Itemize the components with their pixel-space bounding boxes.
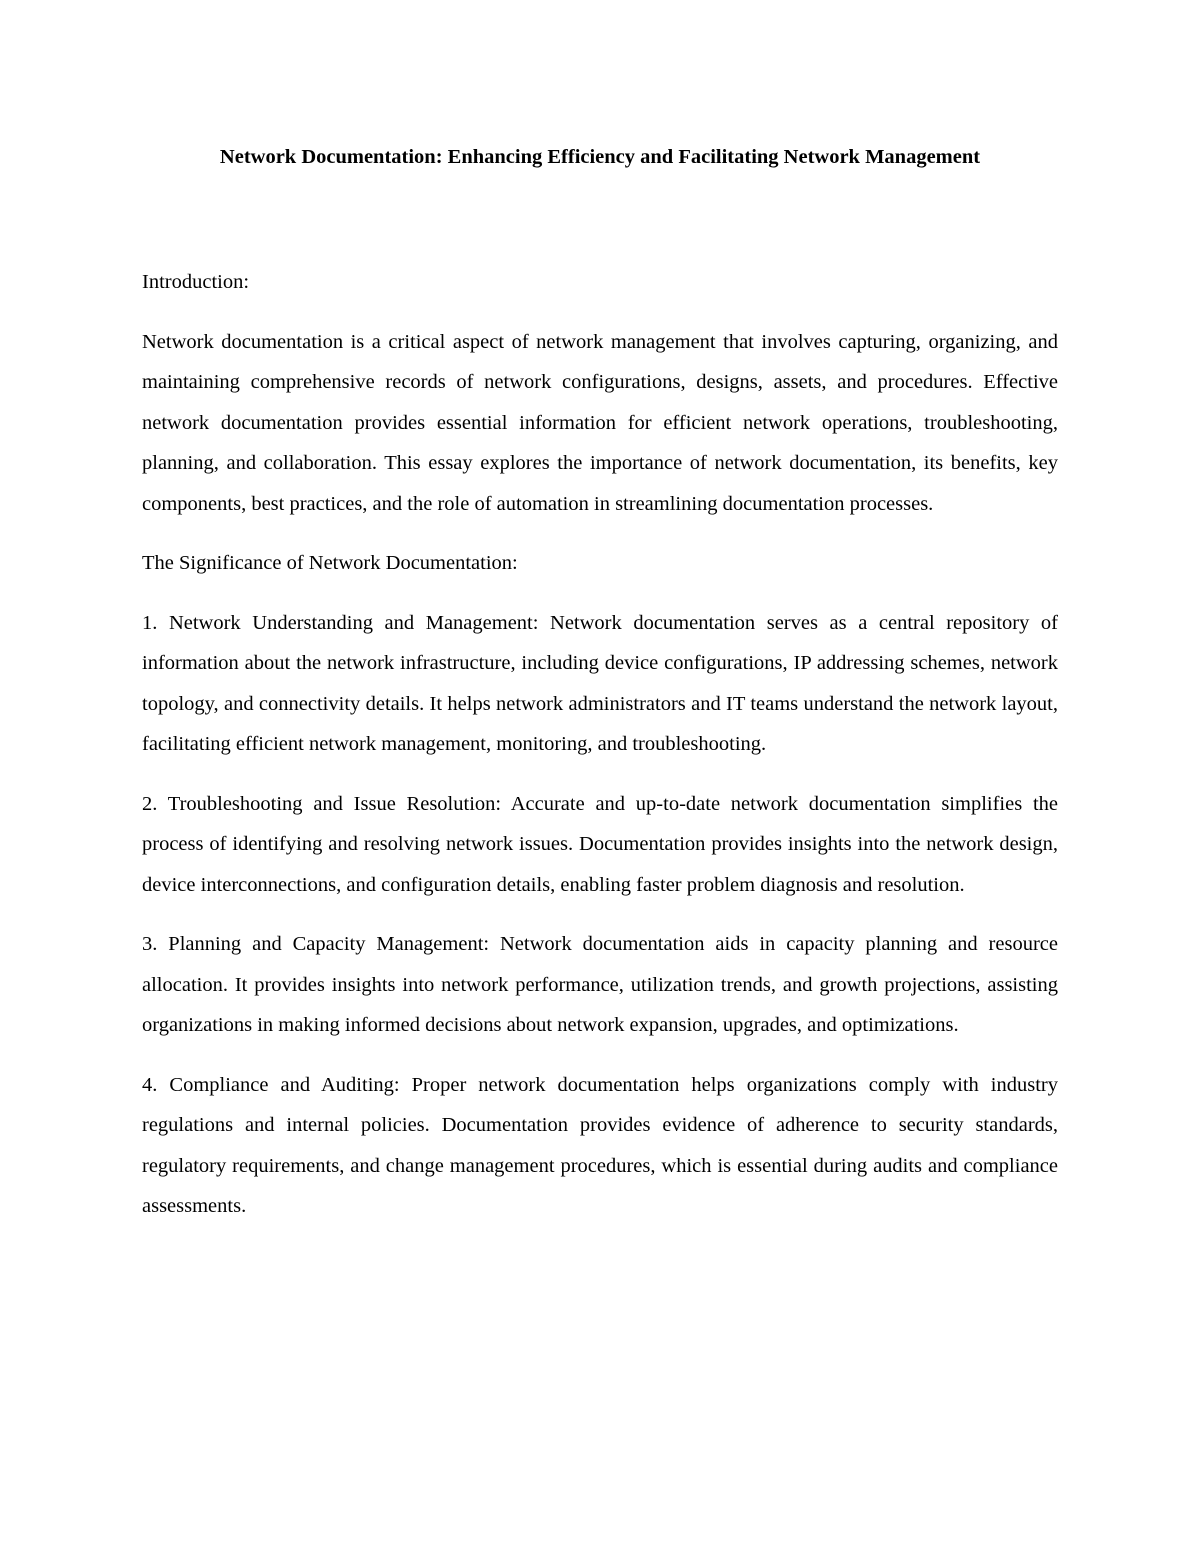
point-compliance-auditing: 4. Compliance and Auditing: Proper network documentation helps organizations comply with industry regulations and internal policies. Documentation provides evidence of adherence to security standards, regulatory requirements, and change management procedures, which is essential during audits and compliance assessments. — [142, 1073, 1058, 1217]
introduction-paragraph: Network documentation is a critical aspect of network management that involves capturing, organizing, and maintaining comprehensive records of network configurations, designs, assets, and procedures. Effective network documentation provides essential information for efficient network operations, troubleshooting, planning, and collaboration. This essay explores the importance of network documentation, its benefits, key components, best practices, and the role of automation in streamlining documentation processes. — [142, 330, 1058, 515]
document-title: Network Documentation: Enhancing Efficiency and Facilitating Network Management — [219, 146, 981, 168]
point-troubleshooting: 2. Troubleshooting and Issue Resolution: Accurate and up-to-date network documentation simplifies the process of identifying and resolving network issues. Documentation provides insights into the network design, device interconnections, and configuration details, enabling faster problem diagnosis and resolution. — [142, 792, 1058, 896]
point-planning-capacity: 3. Planning and Capacity Management: Network documentation aids in capacity planning and resource allocation. It provides insights into network performance, utilization trends, and growth projections, assisting organizations in making informed decisions about network expansion, upgrades, and optimizations. — [142, 933, 1058, 1036]
document-body — [142, 139, 1058, 1227]
significance-heading: The Significance of Network Documentation: — [142, 552, 518, 574]
point-network-understanding: 1. Network Understanding and Management: Network documentation serves as a central repository of information about the network infrastructure, including device configurations, IP addressing schemes, network topology, and connectivity details. It helps network administrators and IT teams understand the network layout, facilitating efficient network management, monitoring, and troubleshooting. — [142, 611, 1058, 755]
introduction-heading: Introduction: — [142, 271, 250, 293]
